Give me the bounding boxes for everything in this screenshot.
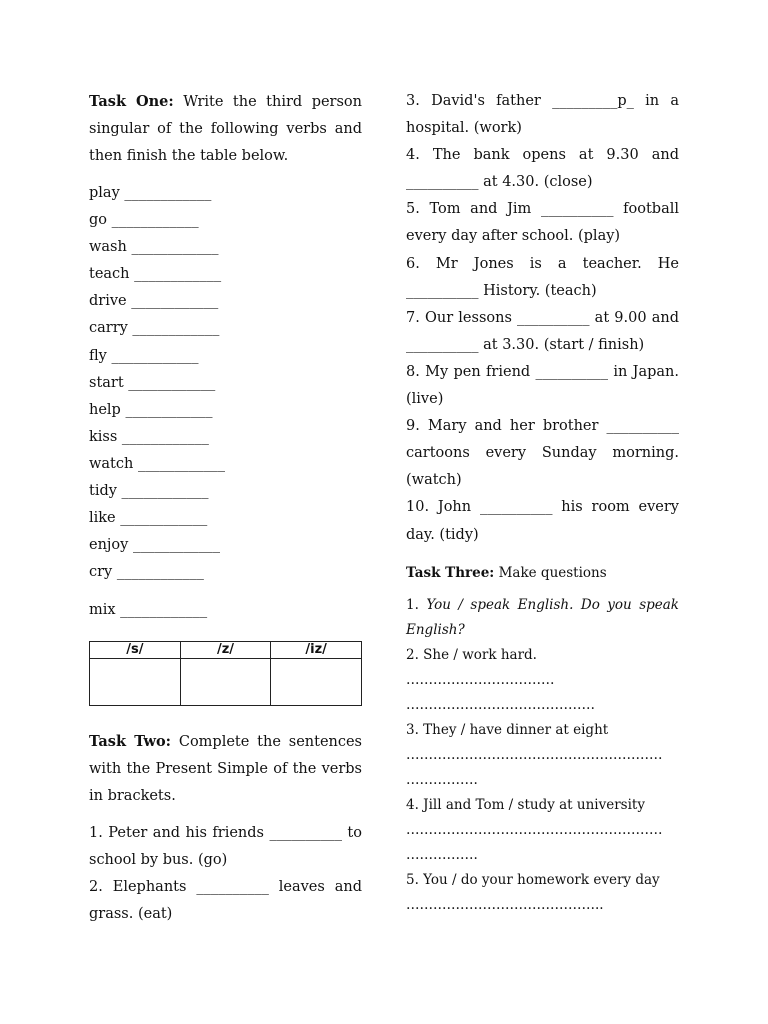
verb-item: fly ____________: [89, 347, 199, 364]
verb-item: watch ____________: [89, 455, 225, 472]
table-cell-z[interactable]: [180, 658, 271, 705]
answer-line[interactable]: …………….: [406, 771, 478, 788]
sentence: 10. John __________ his room every day. (tidy): [406, 499, 679, 543]
verb-item-last: mix ____________: [89, 602, 208, 619]
verb-item: kiss ____________: [89, 428, 209, 445]
sentence: 5. Tom and Jim __________ football every day after school. (play): [406, 201, 679, 245]
verb-list: [89, 180, 362, 625]
sentence: 1. Peter and his friends __________ to school by bus. (go): [89, 824, 362, 868]
answer-line[interactable]: …………….: [406, 846, 478, 863]
sentence: 7. Our lessons __________ at 9.00 and __________ at 3.30. (start / finish): [406, 309, 679, 353]
task-two-instruction: Complete the sentences with the Present Simple of the verbs in brackets.: [89, 733, 363, 804]
pronunciation-table: [89, 641, 362, 706]
task-three-instruction: Make questions: [498, 564, 607, 581]
question-example: [406, 593, 679, 643]
verb-item: like ____________: [89, 510, 208, 527]
question-item: 5. You / do your homework every day: [406, 871, 660, 888]
verb-item: help ____________: [89, 401, 213, 418]
sentence: 6. Mr Jones is a teacher. He __________ History. (teach): [406, 255, 679, 299]
task-three-title: Task Three:: [406, 564, 495, 581]
answer-line[interactable]: ……………………………………..: [406, 896, 604, 913]
table-header-s: /s/: [90, 641, 181, 658]
verb-item: carry ____________: [89, 320, 220, 337]
sentence: 3. David's father _________p_ in a hospital. (work): [406, 93, 679, 137]
sentence: 4. The bank opens at 9.30 and __________ at 4.30. (close): [406, 147, 679, 191]
verb-item: start ____________: [89, 374, 216, 391]
table-header-z: /z/: [180, 641, 271, 658]
task-one-intro: [89, 88, 362, 170]
sentence: 9. Mary and her brother __________ cartoons every Sunday morning. (watch): [406, 418, 679, 489]
question-list: [406, 593, 679, 918]
example-text: You / speak English. Do you speak English?: [406, 596, 679, 638]
verb-item: cry ____________: [89, 564, 204, 581]
task-two-title: Task Two:: [89, 732, 171, 750]
left-column: [89, 88, 362, 928]
task-two-intro: [89, 728, 362, 810]
sentence: 2. Elephants __________ leaves and grass. (eat): [89, 878, 362, 922]
question-item: 4. Jill and Tom / study at university: [406, 796, 645, 813]
question-item: 2. She / work hard.: [406, 646, 537, 663]
table-cell-s[interactable]: [90, 658, 181, 705]
right-column: [406, 88, 679, 918]
task-two: [89, 728, 362, 928]
answer-line[interactable]: ……………………………………: [406, 696, 595, 713]
task-three-intro: [406, 563, 679, 583]
answer-line[interactable]: …………………………………………………: [406, 821, 663, 838]
example-number: 1.: [406, 596, 419, 613]
verb-item: enjoy ____________: [89, 537, 220, 554]
answer-line[interactable]: …………………………………………………: [406, 746, 663, 763]
question-item: 3. They / have dinner at eight: [406, 721, 609, 738]
verb-item: tidy ____________: [89, 483, 209, 500]
verb-item: teach ____________: [89, 266, 222, 283]
verb-item: play ____________: [89, 185, 212, 201]
verb-item: drive ____________: [89, 293, 219, 310]
task-one-title: Task One:: [89, 93, 174, 110]
task-one-instruction: Write the third person singular of the following verbs and then finish the table below.: [89, 94, 362, 164]
verb-item: wash ____________: [89, 239, 219, 256]
table-header-iz: /iz/: [271, 641, 362, 658]
verb-item: go ____________: [89, 212, 199, 229]
answer-line[interactable]: ……………………………: [406, 671, 555, 688]
table-cell-iz[interactable]: [271, 658, 362, 705]
sentence: 8. My pen friend __________ in Japan. (live): [406, 363, 679, 408]
